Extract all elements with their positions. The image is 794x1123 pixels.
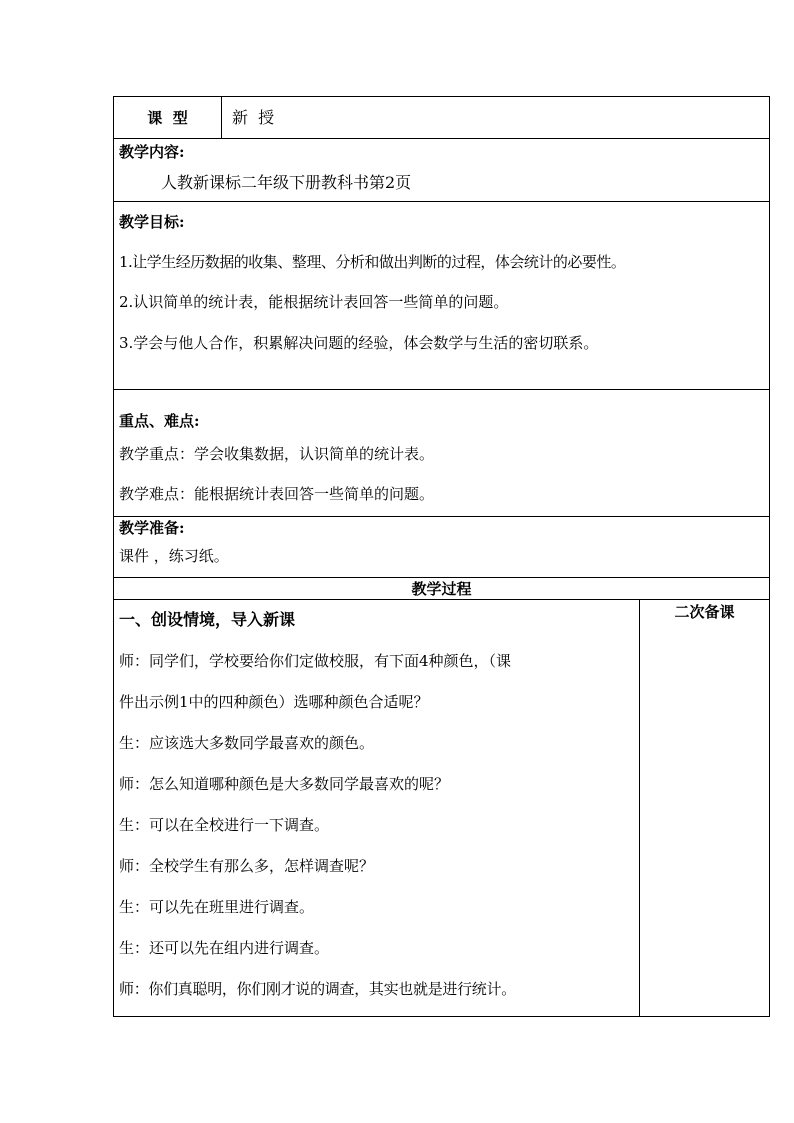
second-prep-cell <box>640 600 770 1017</box>
preparation-text: 课件 ，练习纸。 <box>119 547 229 565</box>
dialogue-line: 生：可以在全校进行一下调查。 <box>119 816 330 834</box>
process-header: 教学过程 <box>411 579 472 598</box>
content-cell <box>114 139 770 202</box>
lesson-type-label-cell <box>114 97 222 139</box>
dialogue-line: 师：怎么知道哪种颜色是大多数同学最喜欢的呢？ <box>119 775 450 793</box>
content-text: 人教新课标二年级下册教科书第2页 <box>161 173 412 192</box>
objectives-label: 教学目标: <box>119 213 185 231</box>
process-body-row <box>114 600 770 1017</box>
dialogue-line: 生：可以先在班里进行调查。 <box>119 898 315 916</box>
process-header-row <box>114 578 770 600</box>
dialogue-line: 师：同学们，学校要给你们定做校服，有下面4种颜色，（课 <box>119 652 512 670</box>
dialogue-line: 生：还可以先在组内进行调查。 <box>119 939 330 957</box>
lesson-plan-sheet <box>113 96 769 1017</box>
key-points-label: 重点、难点: <box>119 412 200 430</box>
objectives-row <box>114 202 770 390</box>
dialogue-line: 师：你们真聪明，你们刚才说的调查，其实也就是进行统计。 <box>119 980 516 998</box>
content-row <box>114 139 770 202</box>
lesson-plan-table <box>113 96 770 1017</box>
difficulty-text: 教学难点：能根据统计表回答一些简单的问题。 <box>119 485 435 503</box>
objective-item: 3.学会与他人合作，积累解决问题的经验，体会数学与生活的密切联系。 <box>119 334 599 352</box>
objective-item: 2.认识简单的统计表，能根据统计表回答一些简单的问题。 <box>119 293 509 311</box>
dialogue-line: 生：应该选大多数同学最喜欢的颜色。 <box>119 734 375 752</box>
lesson-type-label: 课 型 <box>147 108 188 127</box>
preparation-cell <box>114 517 770 578</box>
key-points-cell <box>114 390 770 517</box>
key-point-text: 教学重点：学会收集数据，认识简单的统计表。 <box>119 445 435 463</box>
second-prep-header: 二次备课 <box>674 603 735 621</box>
process-main-cell <box>114 600 640 1017</box>
objective-item: 1.让学生经历数据的收集、整理、分析和做出判断的过程，体会统计的必要性。 <box>119 253 626 271</box>
preparation-row <box>114 517 770 578</box>
lesson-type-row <box>114 97 770 139</box>
dialogue-line: 件出示例1中的四种颜色）选哪种颜色合适呢？ <box>119 693 429 711</box>
process-header-cell <box>114 578 770 600</box>
content-label: 教学内容: <box>119 143 185 161</box>
section-title: 一、创设情境，导入新课 <box>119 610 296 629</box>
objectives-cell <box>114 202 770 390</box>
lesson-type-value: 新 授 <box>232 107 275 127</box>
dialogue-line: 师：全校学生有那么多，怎样调查呢？ <box>119 857 375 875</box>
preparation-label: 教学准备: <box>119 519 185 537</box>
lesson-type-value-cell <box>222 97 770 139</box>
key-points-row <box>114 390 770 517</box>
